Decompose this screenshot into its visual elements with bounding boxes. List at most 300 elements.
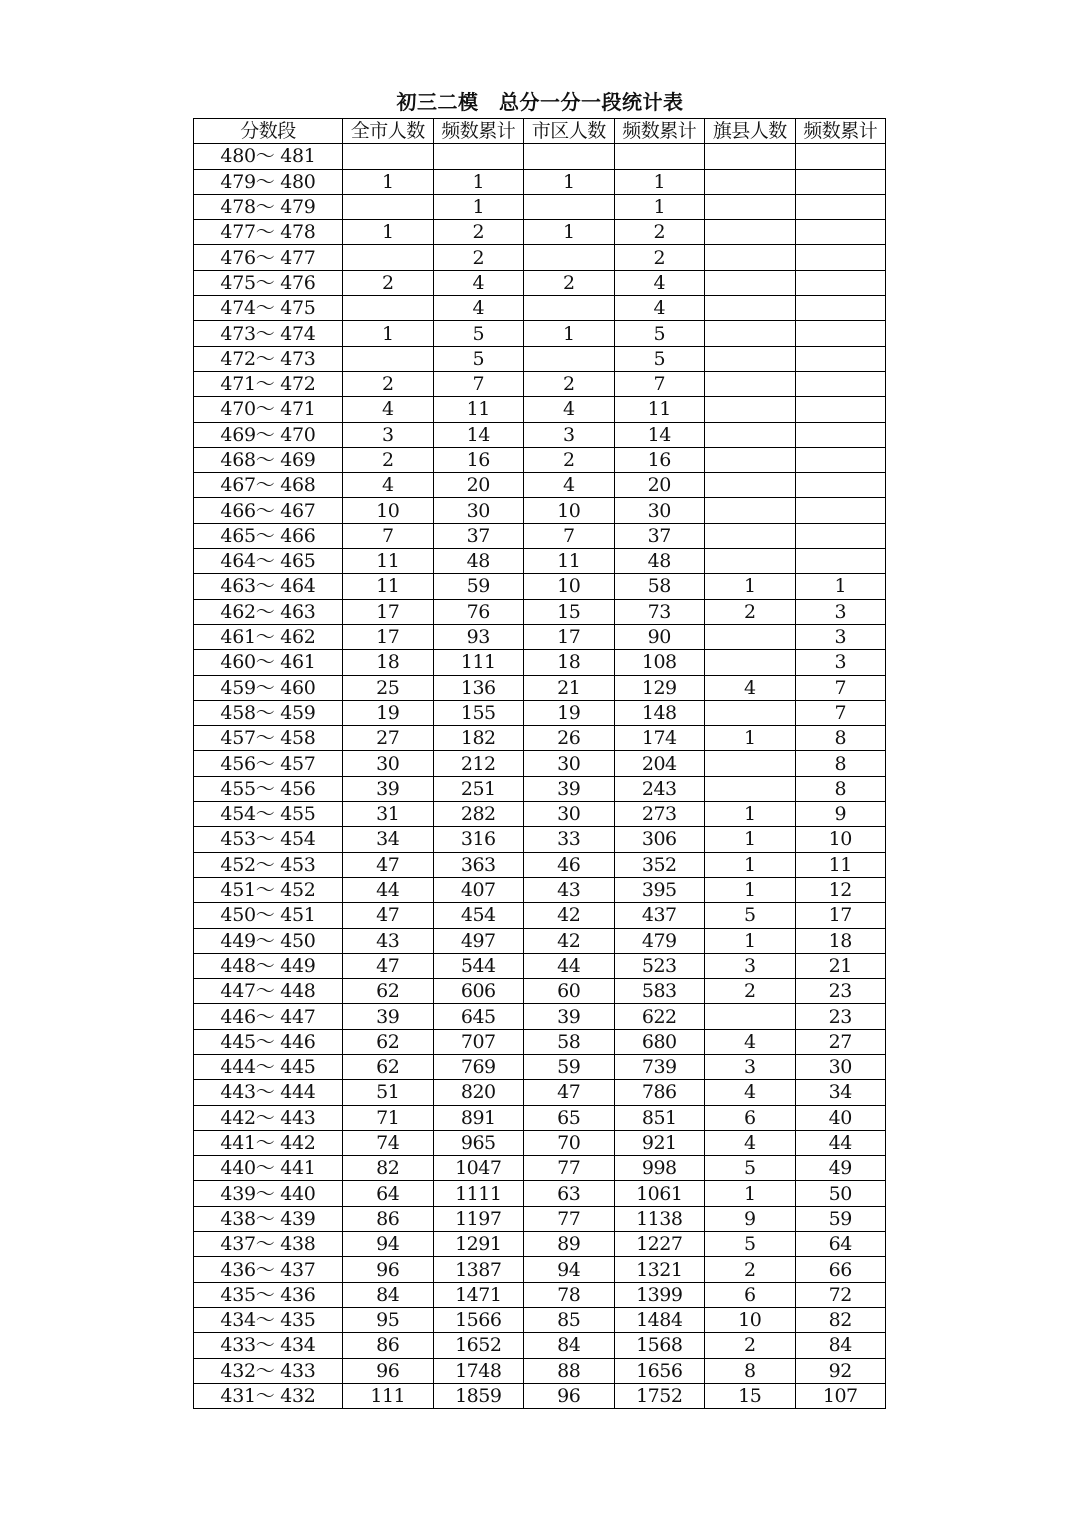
county-cumulative-cell: 82 [795, 1307, 886, 1332]
urban-cumulative-cell: 2 [614, 220, 705, 245]
city-total-count-cell: 39 [343, 776, 434, 801]
county-count-cell: 4 [705, 1080, 796, 1105]
urban-cumulative-cell: 352 [614, 852, 705, 877]
table-row [194, 1282, 886, 1307]
urban-cumulative-cell: 622 [614, 1004, 705, 1029]
urban-cumulative-cell: 4 [614, 296, 705, 321]
table-row [194, 1206, 886, 1231]
county-count-cell: 4 [705, 1130, 796, 1155]
city-total-cumulative-cell: 282 [433, 802, 524, 827]
score-range-cell: 474～ 475 [194, 296, 343, 321]
city-total-count-cell [343, 144, 434, 169]
county-cumulative-cell [795, 270, 886, 295]
table-row [194, 726, 886, 751]
city-total-cumulative-cell: 820 [433, 1080, 524, 1105]
city-total-cumulative-cell: 1047 [433, 1156, 524, 1181]
table-row [194, 979, 886, 1004]
city-total-cumulative-cell: 1652 [433, 1333, 524, 1358]
county-count-cell: 3 [705, 953, 796, 978]
urban-count-cell: 10 [524, 574, 615, 599]
county-count-cell [705, 194, 796, 219]
table-row [194, 802, 886, 827]
urban-cumulative-cell: 1484 [614, 1307, 705, 1332]
city-total-cumulative-cell: 497 [433, 928, 524, 953]
city-total-count-cell: 4 [343, 473, 434, 498]
table-row [194, 1383, 886, 1408]
city-total-count-cell: 2 [343, 447, 434, 472]
score-range-cell: 456～ 457 [194, 751, 343, 776]
urban-cumulative-cell: 30 [614, 498, 705, 523]
urban-cumulative-cell: 523 [614, 953, 705, 978]
city-total-cumulative-cell: 4 [433, 296, 524, 321]
table-row [194, 194, 886, 219]
city-total-count-cell: 17 [343, 624, 434, 649]
table-row [194, 700, 886, 725]
urban-count-cell: 77 [524, 1156, 615, 1181]
urban-count-cell: 46 [524, 852, 615, 877]
county-cumulative-cell: 27 [795, 1029, 886, 1054]
city-total-count-cell: 111 [343, 1383, 434, 1408]
county-count-header: 旗县人数 [705, 119, 796, 144]
urban-count-cell: 17 [524, 624, 615, 649]
urban-cumulative-cell: 1656 [614, 1358, 705, 1383]
score-range-cell: 473～ 474 [194, 321, 343, 346]
county-count-cell: 5 [705, 903, 796, 928]
county-count-cell [705, 270, 796, 295]
city-total-cumulative-cell: 93 [433, 624, 524, 649]
urban-cumulative-cell: 306 [614, 827, 705, 852]
score-range-cell: 443～ 444 [194, 1080, 343, 1105]
urban-cumulative-cell: 108 [614, 650, 705, 675]
urban-count-cell: 60 [524, 979, 615, 1004]
score-range-cell: 472～ 473 [194, 346, 343, 371]
county-cumulative-cell [795, 296, 886, 321]
score-range-cell: 453～ 454 [194, 827, 343, 852]
urban-count-cell: 4 [524, 473, 615, 498]
urban-count-cell: 11 [524, 549, 615, 574]
city-total-cumulative-cell: 1471 [433, 1282, 524, 1307]
urban-count-cell: 30 [524, 751, 615, 776]
table-row [194, 599, 886, 624]
urban-cumulative-cell: 37 [614, 523, 705, 548]
table-row [194, 549, 886, 574]
urban-count-cell: 1 [524, 321, 615, 346]
table-row [194, 473, 886, 498]
city-total-cumulative-cell: 212 [433, 751, 524, 776]
urban-count-cell: 2 [524, 371, 615, 396]
city-total-cumulative-header: 频数累计 [433, 119, 524, 144]
city-total-count-cell: 2 [343, 371, 434, 396]
city-total-count-cell: 62 [343, 1029, 434, 1054]
city-total-cumulative-cell: 454 [433, 903, 524, 928]
county-cumulative-cell: 17 [795, 903, 886, 928]
urban-count-cell: 85 [524, 1307, 615, 1332]
city-total-count-cell: 4 [343, 397, 434, 422]
urban-cumulative-cell: 921 [614, 1130, 705, 1155]
score-range-cell: 471～ 472 [194, 371, 343, 396]
urban-count-cell: 88 [524, 1358, 615, 1383]
urban-count-cell: 3 [524, 422, 615, 447]
urban-count-cell: 39 [524, 1004, 615, 1029]
county-count-cell [705, 549, 796, 574]
score-range-cell: 433～ 434 [194, 1333, 343, 1358]
city-total-count-cell: 7 [343, 523, 434, 548]
table-row [194, 877, 886, 902]
urban-cumulative-cell: 395 [614, 877, 705, 902]
county-cumulative-cell: 9 [795, 802, 886, 827]
urban-count-cell: 21 [524, 675, 615, 700]
urban-cumulative-cell: 1 [614, 169, 705, 194]
score-range-cell: 441～ 442 [194, 1130, 343, 1155]
county-cumulative-cell [795, 144, 886, 169]
table-row [194, 1307, 886, 1332]
score-range-cell: 448～ 449 [194, 953, 343, 978]
table-row [194, 1054, 886, 1079]
city-total-cumulative-cell: 111 [433, 650, 524, 675]
county-count-cell: 2 [705, 979, 796, 1004]
county-cumulative-cell: 23 [795, 1004, 886, 1029]
score-range-cell: 477～ 478 [194, 220, 343, 245]
city-total-cumulative-cell [433, 144, 524, 169]
table-row [194, 1029, 886, 1054]
county-count-cell [705, 321, 796, 346]
county-cumulative-cell [795, 169, 886, 194]
county-count-cell: 8 [705, 1358, 796, 1383]
table-row [194, 245, 886, 270]
table-row [194, 1156, 886, 1181]
city-total-cumulative-cell: 251 [433, 776, 524, 801]
city-total-count-header: 全市人数 [343, 119, 434, 144]
county-cumulative-cell: 59 [795, 1206, 886, 1231]
county-cumulative-cell: 1 [795, 574, 886, 599]
urban-cumulative-cell: 273 [614, 802, 705, 827]
urban-cumulative-cell: 174 [614, 726, 705, 751]
urban-count-cell: 77 [524, 1206, 615, 1231]
city-total-cumulative-cell: 316 [433, 827, 524, 852]
urban-cumulative-cell: 204 [614, 751, 705, 776]
score-range-cell: 436～ 437 [194, 1257, 343, 1282]
county-count-cell: 10 [705, 1307, 796, 1332]
urban-count-cell: 19 [524, 700, 615, 725]
county-cumulative-cell [795, 397, 886, 422]
city-total-cumulative-cell: 1 [433, 169, 524, 194]
urban-cumulative-cell: 5 [614, 346, 705, 371]
score-range-cell: 475～ 476 [194, 270, 343, 295]
county-cumulative-cell: 12 [795, 877, 886, 902]
county-cumulative-cell: 40 [795, 1105, 886, 1130]
county-count-cell [705, 397, 796, 422]
city-total-cumulative-cell: 606 [433, 979, 524, 1004]
county-count-cell [705, 296, 796, 321]
county-count-cell: 1 [705, 928, 796, 953]
county-count-cell: 3 [705, 1054, 796, 1079]
table-row [194, 498, 886, 523]
city-total-cumulative-cell: 59 [433, 574, 524, 599]
urban-count-cell: 2 [524, 447, 615, 472]
city-total-cumulative-cell: 1111 [433, 1181, 524, 1206]
urban-cumulative-cell: 583 [614, 979, 705, 1004]
table-row [194, 827, 886, 852]
table-row [194, 928, 886, 953]
county-cumulative-cell: 72 [795, 1282, 886, 1307]
score-range-cell: 464～ 465 [194, 549, 343, 574]
county-cumulative-cell: 10 [795, 827, 886, 852]
table-row [194, 675, 886, 700]
table-row [194, 220, 886, 245]
urban-count-cell: 63 [524, 1181, 615, 1206]
urban-cumulative-cell: 1138 [614, 1206, 705, 1231]
urban-count-cell [524, 194, 615, 219]
county-cumulative-cell [795, 371, 886, 396]
urban-cumulative-cell: 1227 [614, 1232, 705, 1257]
table-row [194, 296, 886, 321]
city-total-count-cell: 82 [343, 1156, 434, 1181]
table-row [194, 169, 886, 194]
city-total-count-cell: 44 [343, 877, 434, 902]
score-range-cell: 468～ 469 [194, 447, 343, 472]
table-row [194, 422, 886, 447]
urban-cumulative-cell: 2 [614, 245, 705, 270]
city-total-count-cell [343, 245, 434, 270]
county-cumulative-cell [795, 422, 886, 447]
urban-count-cell: 47 [524, 1080, 615, 1105]
urban-cumulative-cell: 73 [614, 599, 705, 624]
city-total-cumulative-cell: 1566 [433, 1307, 524, 1332]
table-row [194, 751, 886, 776]
city-total-count-cell: 62 [343, 979, 434, 1004]
city-total-cumulative-cell: 891 [433, 1105, 524, 1130]
urban-cumulative-cell: 148 [614, 700, 705, 725]
city-total-count-cell [343, 194, 434, 219]
county-count-cell: 2 [705, 1257, 796, 1282]
urban-cumulative-cell: 479 [614, 928, 705, 953]
urban-count-cell: 78 [524, 1282, 615, 1307]
city-total-count-cell: 27 [343, 726, 434, 751]
city-total-count-cell: 11 [343, 549, 434, 574]
city-total-cumulative-cell: 1748 [433, 1358, 524, 1383]
county-cumulative-cell [795, 194, 886, 219]
table-row [194, 1130, 886, 1155]
county-cumulative-cell: 3 [795, 650, 886, 675]
city-total-count-cell: 86 [343, 1333, 434, 1358]
county-cumulative-cell: 8 [795, 726, 886, 751]
county-count-cell [705, 776, 796, 801]
urban-cumulative-cell: 786 [614, 1080, 705, 1105]
urban-cumulative-cell: 1321 [614, 1257, 705, 1282]
score-range-cell: 439～ 440 [194, 1181, 343, 1206]
county-cumulative-cell [795, 473, 886, 498]
county-count-cell: 1 [705, 574, 796, 599]
score-distribution-table [193, 118, 886, 1409]
score-range-cell: 445～ 446 [194, 1029, 343, 1054]
table-row [194, 447, 886, 472]
county-cumulative-cell: 21 [795, 953, 886, 978]
city-total-count-cell: 74 [343, 1130, 434, 1155]
city-total-count-cell: 43 [343, 928, 434, 953]
county-count-cell: 1 [705, 726, 796, 751]
city-total-cumulative-cell: 48 [433, 549, 524, 574]
city-total-cumulative-cell: 1197 [433, 1206, 524, 1231]
score-range-cell: 469～ 470 [194, 422, 343, 447]
city-total-cumulative-cell: 2 [433, 245, 524, 270]
county-cumulative-cell: 49 [795, 1156, 886, 1181]
city-total-count-cell [343, 296, 434, 321]
table-row [194, 1105, 886, 1130]
city-total-count-cell: 94 [343, 1232, 434, 1257]
score-range-cell: 440～ 441 [194, 1156, 343, 1181]
table-row [194, 776, 886, 801]
urban-cumulative-cell: 129 [614, 675, 705, 700]
city-total-cumulative-cell: 76 [433, 599, 524, 624]
county-cumulative-cell: 3 [795, 599, 886, 624]
city-total-count-cell: 96 [343, 1358, 434, 1383]
county-count-cell [705, 220, 796, 245]
county-count-cell: 2 [705, 1333, 796, 1358]
city-total-count-cell: 17 [343, 599, 434, 624]
county-cumulative-cell: 3 [795, 624, 886, 649]
city-total-count-cell: 10 [343, 498, 434, 523]
urban-cumulative-cell: 1568 [614, 1333, 705, 1358]
county-count-cell [705, 624, 796, 649]
score-range-cell: 444～ 445 [194, 1054, 343, 1079]
county-cumulative-cell [795, 346, 886, 371]
urban-cumulative-cell: 1061 [614, 1181, 705, 1206]
urban-count-cell: 58 [524, 1029, 615, 1054]
city-total-count-cell: 71 [343, 1105, 434, 1130]
county-count-cell: 15 [705, 1383, 796, 1408]
county-cumulative-cell: 66 [795, 1257, 886, 1282]
city-total-count-cell: 18 [343, 650, 434, 675]
county-cumulative-cell: 84 [795, 1333, 886, 1358]
city-total-cumulative-cell: 363 [433, 852, 524, 877]
county-count-cell: 1 [705, 877, 796, 902]
urban-count-cell: 30 [524, 802, 615, 827]
city-total-count-cell: 95 [343, 1307, 434, 1332]
county-count-cell: 6 [705, 1105, 796, 1130]
city-total-cumulative-cell: 11 [433, 397, 524, 422]
urban-cumulative-cell: 16 [614, 447, 705, 472]
urban-count-cell: 10 [524, 498, 615, 523]
table-row [194, 270, 886, 295]
table-row [194, 397, 886, 422]
county-cumulative-cell: 44 [795, 1130, 886, 1155]
urban-count-cell: 1 [524, 220, 615, 245]
county-count-cell: 4 [705, 675, 796, 700]
urban-cumulative-cell: 20 [614, 473, 705, 498]
city-total-cumulative-cell: 136 [433, 675, 524, 700]
city-total-cumulative-cell: 965 [433, 1130, 524, 1155]
city-total-cumulative-cell: 5 [433, 321, 524, 346]
city-total-cumulative-cell: 1 [433, 194, 524, 219]
county-count-cell: 5 [705, 1156, 796, 1181]
table-row [194, 1004, 886, 1029]
county-count-cell [705, 447, 796, 472]
score-range-cell: 435～ 436 [194, 1282, 343, 1307]
county-cumulative-cell: 7 [795, 700, 886, 725]
county-cumulative-cell: 18 [795, 928, 886, 953]
table-row [194, 953, 886, 978]
score-range-cell: 446～ 447 [194, 1004, 343, 1029]
county-count-cell [705, 1004, 796, 1029]
county-count-cell [705, 346, 796, 371]
county-count-cell: 1 [705, 1181, 796, 1206]
county-count-cell [705, 245, 796, 270]
table-header-row [194, 119, 886, 144]
county-count-cell: 2 [705, 599, 796, 624]
county-count-cell [705, 144, 796, 169]
table-row [194, 1333, 886, 1358]
score-range-cell: 470～ 471 [194, 397, 343, 422]
urban-cumulative-header: 频数累计 [614, 119, 705, 144]
county-cumulative-cell: 8 [795, 776, 886, 801]
score-range-cell: 437～ 438 [194, 1232, 343, 1257]
county-count-cell [705, 371, 796, 396]
county-cumulative-cell: 11 [795, 852, 886, 877]
urban-cumulative-cell: 243 [614, 776, 705, 801]
table-row [194, 1080, 886, 1105]
urban-cumulative-cell: 680 [614, 1029, 705, 1054]
county-cumulative-cell: 23 [795, 979, 886, 1004]
urban-count-header: 市区人数 [524, 119, 615, 144]
document-title: 初三二模 总分一分一段统计表 [396, 90, 684, 114]
county-cumulative-header: 频数累计 [795, 119, 886, 144]
city-total-cumulative-cell: 16 [433, 447, 524, 472]
county-cumulative-cell: 8 [795, 751, 886, 776]
score-range-cell: 461～ 462 [194, 624, 343, 649]
city-total-count-cell [343, 346, 434, 371]
city-total-cumulative-cell: 707 [433, 1029, 524, 1054]
score-range-cell: 480～ 481 [194, 144, 343, 169]
city-total-cumulative-cell: 1387 [433, 1257, 524, 1282]
county-cumulative-cell [795, 220, 886, 245]
city-total-cumulative-cell: 769 [433, 1054, 524, 1079]
city-total-count-cell: 86 [343, 1206, 434, 1231]
urban-count-cell: 2 [524, 270, 615, 295]
score-range-cell: 452～ 453 [194, 852, 343, 877]
city-total-cumulative-cell: 20 [433, 473, 524, 498]
city-total-cumulative-cell: 182 [433, 726, 524, 751]
county-count-cell [705, 650, 796, 675]
urban-cumulative-cell [614, 144, 705, 169]
city-total-count-cell: 11 [343, 574, 434, 599]
score-range-cell: 462～ 463 [194, 599, 343, 624]
urban-cumulative-cell: 437 [614, 903, 705, 928]
urban-cumulative-cell: 1 [614, 194, 705, 219]
urban-cumulative-cell: 90 [614, 624, 705, 649]
urban-count-cell [524, 245, 615, 270]
county-count-cell [705, 523, 796, 548]
urban-cumulative-cell: 48 [614, 549, 705, 574]
urban-count-cell: 42 [524, 903, 615, 928]
city-total-cumulative-cell: 37 [433, 523, 524, 548]
county-cumulative-cell [795, 549, 886, 574]
city-total-count-cell: 47 [343, 903, 434, 928]
county-cumulative-cell: 34 [795, 1080, 886, 1105]
urban-count-cell: 1 [524, 169, 615, 194]
urban-count-cell: 94 [524, 1257, 615, 1282]
county-cumulative-cell [795, 321, 886, 346]
score-range-cell: 454～ 455 [194, 802, 343, 827]
county-count-cell [705, 498, 796, 523]
score-range-cell: 455～ 456 [194, 776, 343, 801]
table-row [194, 346, 886, 371]
urban-cumulative-cell: 1752 [614, 1383, 705, 1408]
county-count-cell: 1 [705, 852, 796, 877]
city-total-count-cell: 47 [343, 953, 434, 978]
urban-count-cell: 18 [524, 650, 615, 675]
urban-count-cell [524, 296, 615, 321]
urban-cumulative-cell: 4 [614, 270, 705, 295]
